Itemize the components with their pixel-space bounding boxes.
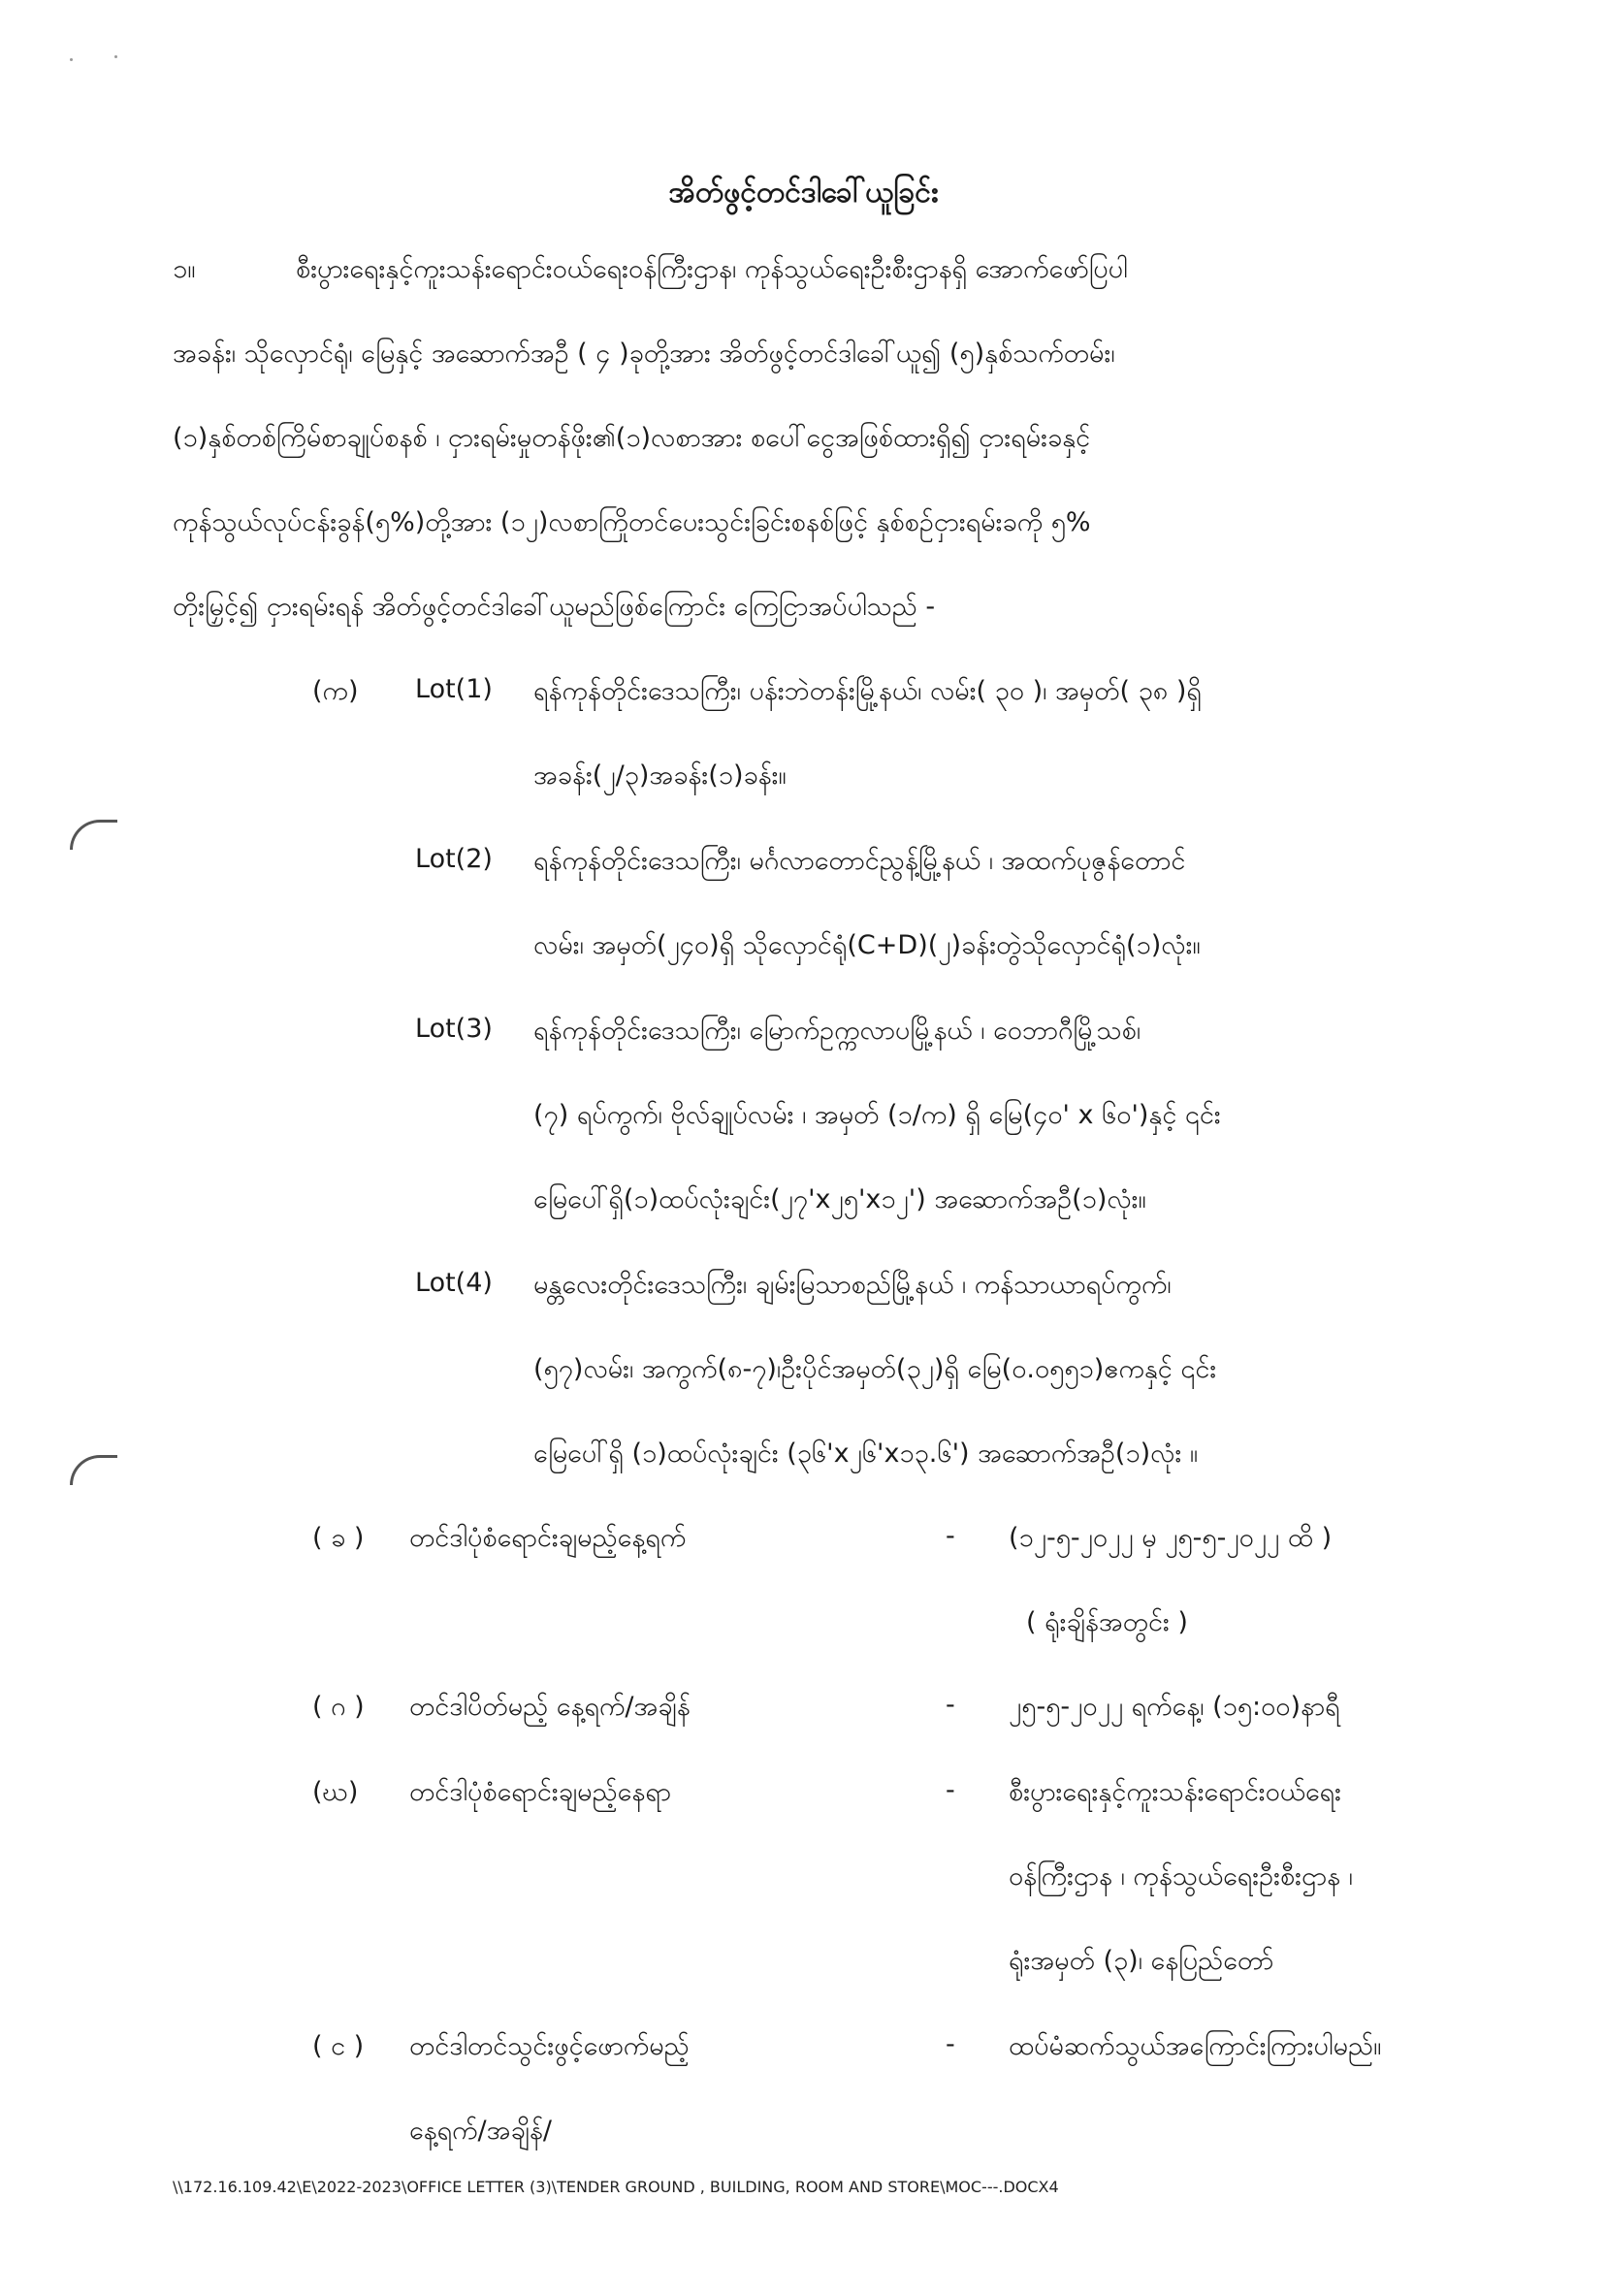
schedule-text: တင်ဒါပုံစံရောင်းချမည့်နေရာ bbox=[409, 1777, 671, 1807]
lot-line: ရန်ကုန်တိုင်းဒေသကြီး၊ မြောက်ဥက္ကလာပမြို့နယ် ၊ ဝေဘာဂီမြို့သစ်၊ bbox=[533, 1016, 1141, 1046]
lot-line: လမ်း၊ အမှတ်(၂၄၀)ရှိ သိုလှောင်ရုံ(C+D)(၂)ခန်းတွဲသိုလှောင်ရုံ(၁)လုံး။ bbox=[533, 930, 1201, 960]
paragraph-line: စီးပွားရေးနှင့်ကူးသန်းရောင်းဝယ်ရေးဝန်ကြီးဌာန၊ ကုန်သွယ်ရေးဦးစီးဌာနရှိ အောက်ဖော်ပြပါ bbox=[296, 254, 1128, 284]
schedule-value: ဝန်ကြီးဌာန ၊ ကုန်သွယ်ရေးဦးစီးဌာန ၊ bbox=[1009, 1861, 1353, 1892]
lot-line: ရန်ကုန်တိုင်းဒေသကြီး၊ ပန်းဘဲတန်းမြို့နယ်၊ လမ်း( ၃၀ )၊ အမှတ်( ၃၈ )ရှိ bbox=[533, 676, 1202, 706]
schedule-text: နေ့ရက်/အချိန်/ bbox=[409, 2116, 552, 2146]
paragraph-number: ၁။ bbox=[173, 254, 196, 284]
lot-line: မြေပေါ်ရှိ (၁)ထပ်လုံးချင်း (၃၆'x၂၆'x၁၃.၆') အဆောက်အဦ(၁)လုံး ။ bbox=[533, 1439, 1199, 1469]
schedule-value: (၁၂-၅-၂၀၂၂ မှ ၂၅-၅-၂၀၂၂ ထိ ) bbox=[1009, 1523, 1333, 1553]
schedule-text: တင်ဒါတင်သွင်းဖွင့်ဖောက်မည့် bbox=[409, 2031, 690, 2061]
item-label: ( ဂ ) bbox=[312, 1692, 365, 1722]
lot-label: Lot(2) bbox=[415, 844, 493, 874]
lot-line: ရန်ကုန်တိုင်းဒေသကြီး၊ မင်္ဂလာတောင်ညွန့်မြို့နယ် ၊ အထက်ပုဇွန်တောင် bbox=[533, 846, 1186, 876]
paragraph-line: တိုးမြှင့်၍ ငှားရမ်းရန် အိတ်ဖွင့်တင်ဒါခေါ်ယူမည်ဖြစ်ကြောင်း ကြေငြာအပ်ပါသည် - bbox=[173, 592, 936, 622]
punch-hole-mark bbox=[70, 1455, 117, 1485]
lot-line: မြေပေါ်ရှိ(၁)ထပ်လုံးချင်း(၂၇'x၂၅'x၁၂') အဆောက်အဦ(၁)လုံး။ bbox=[533, 1184, 1146, 1214]
lot-label: Lot(4) bbox=[415, 1268, 493, 1298]
schedule-text: တင်ဒါပိတ်မည့် နေ့ရက်/အချိန် bbox=[409, 1692, 691, 1722]
lot-line: (၇) ရပ်ကွက်၊ ဗိုလ်ချုပ်လမ်း ၊ အမှတ် (၁/က) ရှိ မြေ(၄၀' x ၆၀')နှင့် ၎င်း bbox=[533, 1100, 1221, 1130]
paragraph-line: ကုန်သွယ်လုပ်ငန်းခွန်(၅%)တို့အား (၁၂)လစာကြိုတင်ပေးသွင်းခြင်းစနစ်ဖြင့် နှစ်စဉ်ငှားရမ်းခကို ၅% bbox=[173, 507, 1091, 537]
separator-dash: - bbox=[946, 1690, 955, 1720]
schedule-value: ရုံးအမှတ် (၃)၊ နေပြည်တော် bbox=[1009, 1946, 1274, 1976]
separator-dash: - bbox=[946, 2029, 955, 2059]
item-label: (ဃ) bbox=[312, 1777, 359, 1807]
lot-line: (၅၇)လမ်း၊ အကွက်(၈-၇)၊ဦးပိုင်အမှတ်(၃၂)ရှိ မြေ(၀.၀၅၅၁)ဧကနှင့် ၎င်း bbox=[533, 1354, 1217, 1384]
scan-speck bbox=[114, 55, 117, 58]
document-title: အိတ်ဖွင့်တင်ဒါခေါ်ယူခြင်း bbox=[668, 176, 939, 210]
scan-speck bbox=[70, 58, 73, 61]
item-label: ( င ) bbox=[312, 2031, 365, 2061]
schedule-value: ( ရုံးချိန်အတွင်း ) bbox=[1026, 1607, 1188, 1637]
paragraph-line: အခန်း၊ သိုလှောင်ရုံ၊ မြေနှင့် အဆောက်အဦ ( ၄ )ခုတို့အား အိတ်ဖွင့်တင်ဒါခေါ်ယူ၍ (၅)နှစ်သက်တမ်း၊ bbox=[173, 339, 1115, 369]
lot-line: အခန်း(၂/၃)အခန်း(၁)ခန်း။ bbox=[533, 760, 787, 791]
lot-label: Lot(1) bbox=[415, 674, 493, 704]
paragraph-line: (၁)နှစ်တစ်ကြိမ်စာချုပ်စနစ် ၊ ငှားရမ်းမှုတန်ဖိုး၏(၁)လစာအား စပေါ်ငွေအဖြစ်ထားရှိ၍ ငှားရမ်းခနှင့် bbox=[173, 423, 1091, 453]
schedule-value: ၂၅-၅-၂၀၂၂ ရက်နေ့၊ (၁၅:၀၀)နာရီ bbox=[1009, 1692, 1340, 1722]
item-label: (က) bbox=[312, 676, 359, 706]
lot-label: Lot(3) bbox=[415, 1014, 493, 1044]
item-label: ( ခ ) bbox=[312, 1523, 365, 1553]
file-path-footer: \\172.16.109.42\E\2022-2023\OFFICE LETTER (3)\TENDER GROUND , BUILDING, ROOM AND STORE\MOC---.DOCX4 bbox=[173, 2178, 1059, 2196]
schedule-value: စီးပွားရေးနှင့်ကူးသန်းရောင်းဝယ်ရေး bbox=[1009, 1777, 1342, 1807]
schedule-value: ထပ်မံဆက်သွယ်အကြောင်းကြားပါမည်။ bbox=[1009, 2031, 1382, 2061]
separator-dash: - bbox=[946, 1775, 955, 1805]
lot-line: မန္တလေးတိုင်းဒေသကြီး၊ ချမ်းမြသာစည်မြို့နယ် ၊ ကန်သာယာရပ်ကွက်၊ bbox=[533, 1270, 1172, 1300]
schedule-text: တင်ဒါပုံစံရောင်းချမည့်နေ့ရက် bbox=[409, 1523, 687, 1553]
punch-hole-mark bbox=[70, 820, 117, 850]
separator-dash: - bbox=[946, 1521, 955, 1551]
